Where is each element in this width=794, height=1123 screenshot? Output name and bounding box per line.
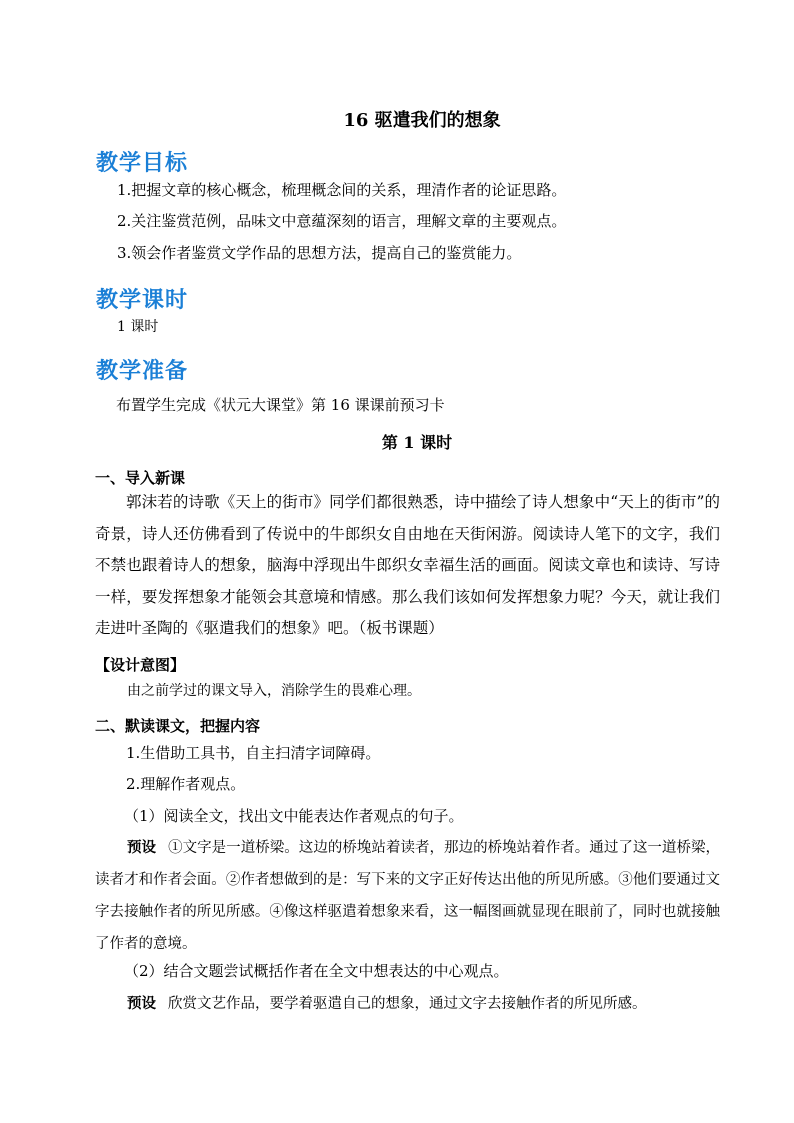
hours-value: 1 课时 xyxy=(117,319,159,335)
answer-block-1 xyxy=(95,832,720,960)
heading-teaching-prep: 教学准备 xyxy=(96,359,189,384)
step2-heading: 二、默读课文，把握内容 xyxy=(95,717,261,735)
preset-label: 预设 xyxy=(127,840,157,856)
step2-item1: 1.生借助工具书，自主扫清字词障碍。 xyxy=(126,744,381,762)
answer-1-text: ①文字是一道桥梁。这边的桥堍站着读者，那边的桥堍站着作者。通过了这一道桥梁，读者才和作者会面。②作者想做到的是：写下来的文字正好传达出他的所见所感。③他们要通过文字去接触作者的所见所感。④像这样驱遣着想象来看，这一幅图画就显现在眼前了，同时也就接触了作者的意境。 xyxy=(95,840,721,952)
answer-2-text: 欣赏文艺作品，要学着驱遣自己的想象，通过文字去接触作者的所见所感。 xyxy=(168,996,647,1012)
page-title: 16 驱遣我们的想象 xyxy=(343,110,501,131)
goal-item-1: 1.把握文章的核心概念，梳理概念间的关系，理清作者的论证思路。 xyxy=(117,181,567,199)
heading-teaching-hours: 教学课时 xyxy=(96,288,189,313)
lesson-heading: 第 1 课时 xyxy=(381,433,453,452)
preset-label: 预设 xyxy=(127,996,156,1012)
step1-heading: 一、导入新课 xyxy=(95,469,186,487)
heading-teaching-goals: 教学目标 xyxy=(96,151,189,176)
prep-value: 布置学生完成《状元大课堂》第 16 课课前预习卡 xyxy=(116,396,445,414)
answer-block-2 xyxy=(95,988,720,1020)
step2-question1: （1）阅读全文，找出文中能表达作者观点的句子。 xyxy=(124,807,464,825)
goal-item-3: 3.领会作者鉴赏文学作品的思想方法，提高自己的鉴赏能力。 xyxy=(117,244,522,262)
design-intent-text: 由之前学过的课文导入，消除学生的畏难心理。 xyxy=(127,683,421,699)
goal-item-2: 2.关注鉴赏范例，品味文中意蕴深刻的语言，理解文章的主要观点。 xyxy=(117,212,567,230)
step1-paragraph: 郭沫若的诗歌《天上的街市》同学们都很熟悉，诗中描绘了诗人想象中“天上的街市”的奇景，诗人还仿佛看到了传说中的牛郎织女自由地在天街闲游。阅读诗人笔下的文字，我们不禁也跟着诗人的想象，脑海中浮现出牛郎织女幸福生活的画面。阅读文章也和读诗、写诗一样，要发挥想象才能领会其意境和情感。那么我们该如何发挥想象力呢？今天，就让我们走进叶圣陶的《驱遣我们的想象》吧。（板书课题） xyxy=(95,493,720,637)
design-intent-heading: 【设计意图】 xyxy=(95,656,186,674)
step2-item2: 2.理解作者观点。 xyxy=(126,775,246,793)
step2-question2: （2）结合文题尝试概括作者在全文中想表达的中心观点。 xyxy=(124,962,509,980)
